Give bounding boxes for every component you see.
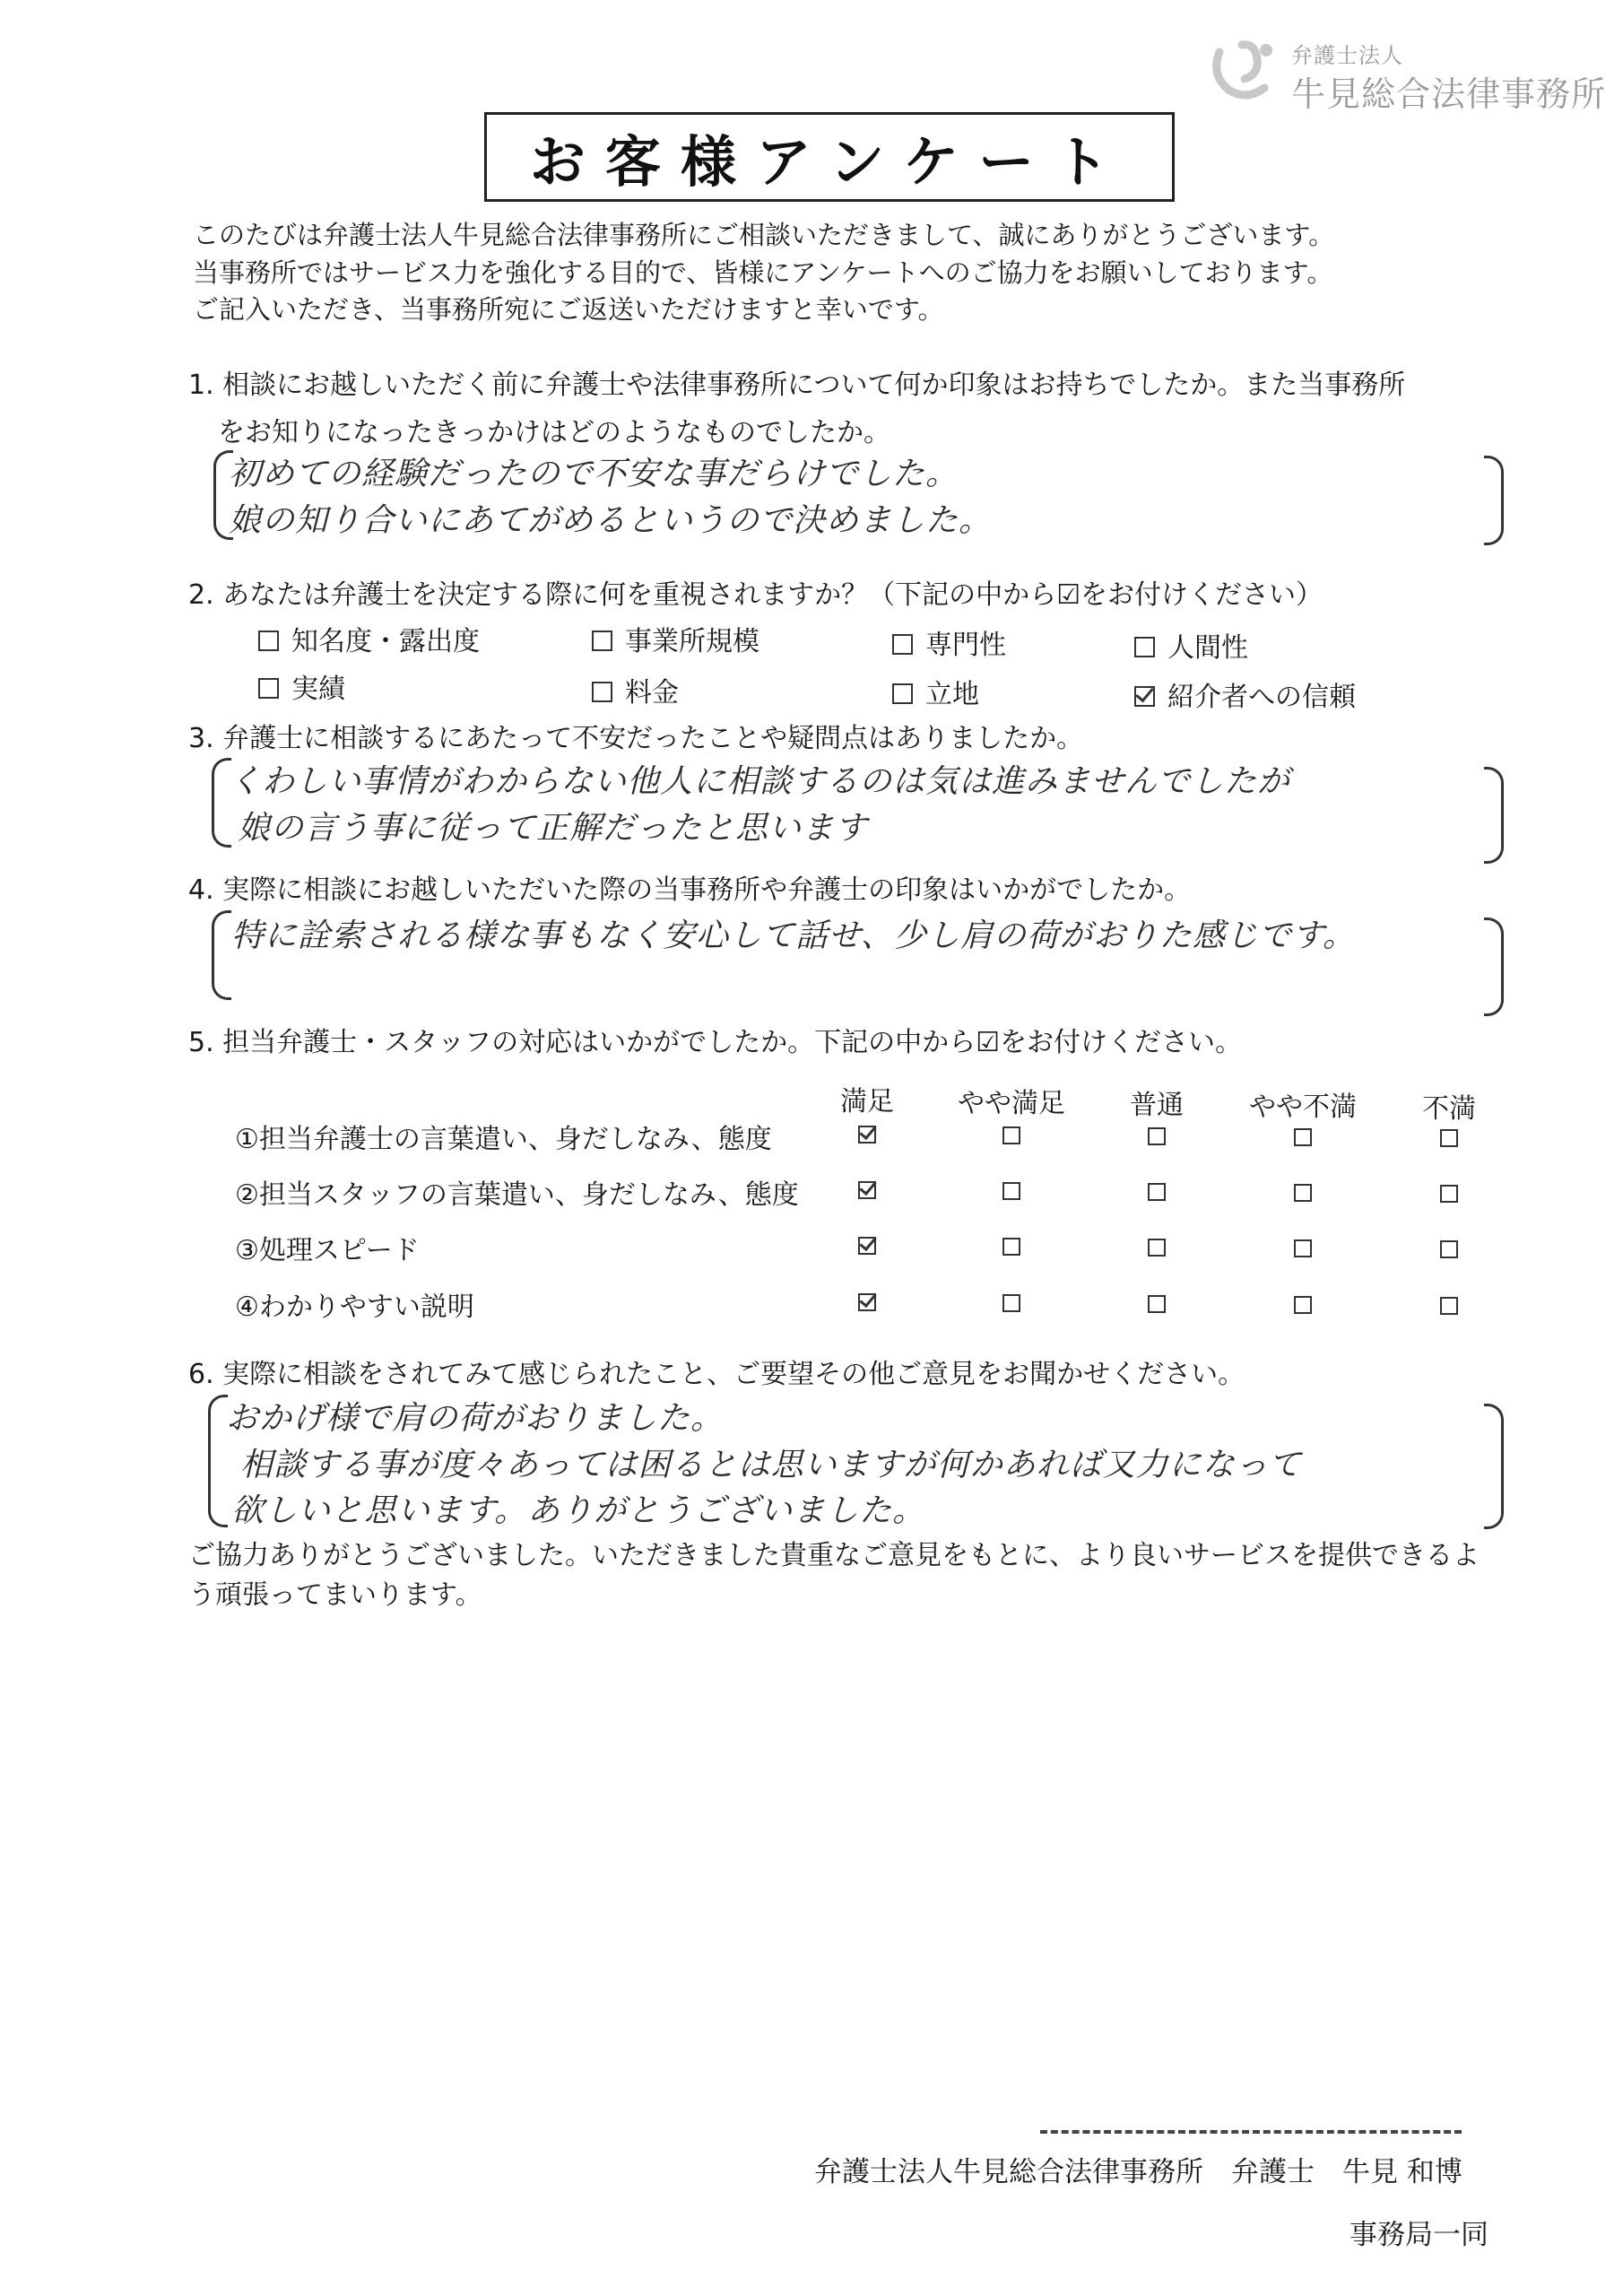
q3-text: 3. 弁護士に相談するにあたって不安だったことや疑問点はありましたか。 bbox=[188, 723, 1084, 754]
logo-firm-name: 牛見総合法律事務所 bbox=[1291, 74, 1607, 114]
checkbox-icon[interactable] bbox=[1294, 1296, 1312, 1314]
checkbox-icon[interactable] bbox=[1440, 1185, 1458, 1203]
checked-checkbox-icon[interactable] bbox=[858, 1293, 876, 1311]
checkbox-icon[interactable] bbox=[1440, 1129, 1458, 1147]
q4-answer-bracket-left bbox=[212, 910, 231, 1000]
checkbox-icon[interactable] bbox=[1294, 1239, 1312, 1257]
q4-text: 4. 実際に相談にお越しいただいた際の当事務所や弁護士の印象はいかがでしたか。 bbox=[188, 874, 1192, 906]
checked-checkbox-icon[interactable] bbox=[858, 1126, 876, 1144]
q1-answer-line-2[interactable]: 娘の知り合いにあてがめるというので決めました。 bbox=[229, 502, 993, 539]
checked-checkbox-icon[interactable] bbox=[858, 1237, 876, 1255]
checkbox-icon[interactable] bbox=[1002, 1238, 1020, 1256]
checkbox-icon[interactable] bbox=[592, 631, 612, 651]
checkbox-icon[interactable] bbox=[1148, 1183, 1166, 1201]
checked-checkbox-icon[interactable] bbox=[1134, 686, 1155, 707]
page-title: お客様アンケート bbox=[484, 112, 1175, 202]
q3-answer-bracket-right bbox=[1484, 767, 1504, 864]
q3-answer-line-1[interactable]: くわしい事情がわからない他人に相談するのは気は進みませんでしたが bbox=[229, 763, 1291, 800]
checkbox-icon[interactable] bbox=[258, 678, 279, 699]
q5-text: 5. 担当弁護士・スタッフの対応はいかがでしたか。下記の中から☑をお付けください。 bbox=[188, 1027, 1243, 1058]
q6-text: 6. 実際に相談をされてみて感じられたこと、ご要望その他ご意見をお聞かせください。 bbox=[188, 1359, 1245, 1390]
q5-column-header: 普通 bbox=[1130, 1090, 1184, 1121]
signature-firm-lawyer: 弁護士法人牛見総合法律事務所 弁護士 牛見 和博 bbox=[814, 2156, 1462, 2188]
closing-line-1: ご協力ありがとうございました。いただきました貴重なご意見をもとに、より良いサービスを提供できるよ bbox=[188, 1540, 1480, 1571]
q6-answer-line-2[interactable]: 相談する事が度々あっては困るとは思いますが何かあれば又力になって bbox=[240, 1447, 1302, 1483]
q2-option-name-recognition[interactable]: 知名度・露出度 bbox=[258, 619, 480, 658]
checkbox-icon[interactable] bbox=[592, 682, 612, 702]
checkbox-icon[interactable] bbox=[1148, 1295, 1166, 1313]
checkbox-icon[interactable] bbox=[892, 683, 913, 704]
q5-column-header: 満足 bbox=[840, 1086, 894, 1118]
intro-line-1: このたびは弁護士法人牛見総合法律事務所にご相談いただきまして、誠にありがとうございます。 bbox=[193, 220, 1335, 250]
checked-checkbox-icon[interactable] bbox=[858, 1181, 876, 1199]
q5-column-header: やや満足 bbox=[958, 1088, 1065, 1119]
signature-divider bbox=[1040, 2130, 1462, 2134]
q2-option-referrer-trust[interactable]: 紹介者への信頼 bbox=[1134, 674, 1356, 714]
checkbox-icon[interactable] bbox=[1148, 1239, 1166, 1257]
checkbox-icon[interactable] bbox=[1148, 1127, 1166, 1145]
q5-row-label: ①担当弁護士の言葉遣い、身だしなみ、態度 bbox=[235, 1124, 772, 1155]
checkbox-icon[interactable] bbox=[1002, 1126, 1020, 1144]
q4-answer-line-1[interactable]: 特に詮索される様な事もなく安心して話せ、少し肩の荷がおりた感じです。 bbox=[231, 918, 1357, 954]
q5-column-header: やや不満 bbox=[1249, 1091, 1357, 1123]
logo-small-text: 弁護士法人 bbox=[1291, 43, 1403, 68]
closing-line-2: う頑張ってまいります。 bbox=[188, 1579, 482, 1611]
q1-answer-bracket-right bbox=[1484, 456, 1504, 545]
q5-row-label: ②担当スタッフの言葉遣い、身だしなみ、態度 bbox=[235, 1179, 799, 1211]
q5-column-header: 不満 bbox=[1422, 1093, 1476, 1125]
checkbox-icon[interactable] bbox=[1002, 1182, 1020, 1200]
q2-option-track-record[interactable]: 実績 bbox=[258, 666, 345, 706]
intro-line-2: 当事務所ではサービス力を強化する目的で、皆様にアンケートへのご協力をお願いしております。 bbox=[193, 257, 1333, 288]
checkbox-icon[interactable] bbox=[1002, 1294, 1020, 1312]
q4-answer-bracket-right bbox=[1484, 918, 1504, 1016]
checkbox-icon[interactable] bbox=[1294, 1184, 1312, 1202]
q3-answer-line-2[interactable]: 娘の言う事に従って正解だったと思います bbox=[238, 810, 869, 847]
q6-answer-bracket-left bbox=[208, 1395, 228, 1527]
q6-answer-bracket-right bbox=[1484, 1404, 1504, 1529]
signature-office-staff: 事務局一同 bbox=[1350, 2219, 1488, 2251]
checkbox-icon[interactable] bbox=[1294, 1128, 1312, 1146]
q2-option-location[interactable]: 立地 bbox=[892, 672, 979, 711]
q5-row-label: ③処理スピード bbox=[235, 1235, 420, 1266]
q2-option-office-size[interactable]: 事業所規模 bbox=[592, 619, 759, 658]
checkbox-icon[interactable] bbox=[258, 631, 279, 651]
firm-logo-mark-icon bbox=[1202, 34, 1282, 106]
q1-answer-line-1[interactable]: 初めての経験だったので不安な事だらけでした。 bbox=[229, 456, 959, 492]
q2-option-expertise[interactable]: 専門性 bbox=[892, 622, 1006, 662]
q2-text: 2. あなたは弁護士を決定する際に何を重視されますか？（下記の中から☑をお付けください） bbox=[188, 579, 1324, 611]
checkbox-icon[interactable] bbox=[1440, 1240, 1458, 1258]
firm-logo bbox=[1202, 27, 1607, 114]
q6-answer-line-1[interactable]: おかげ様で肩の荷がおりました。 bbox=[226, 1400, 725, 1437]
checkbox-icon[interactable] bbox=[892, 634, 913, 655]
q1-text-line-2: をお知りになったきっかけはどのようなものでしたか。 bbox=[218, 417, 890, 448]
q2-option-fee[interactable]: 料金 bbox=[592, 670, 679, 709]
q1-text-line-1: 1. 相談にお越しいただく前に弁護士や法律事務所について何か印象はお持ちでしたか。また当事務所 bbox=[188, 370, 1406, 401]
checkbox-icon[interactable] bbox=[1440, 1297, 1458, 1315]
intro-line-3: ご記入いただき、当事務所宛にご返送いただけますと幸いです。 bbox=[193, 294, 944, 325]
checkbox-icon[interactable] bbox=[1134, 637, 1155, 657]
q6-answer-line-3[interactable]: 欲しいと思います。ありがとうございました。 bbox=[231, 1492, 926, 1529]
q5-row-label: ④わかりやすい説明 bbox=[235, 1292, 474, 1323]
q2-option-personality[interactable]: 人間性 bbox=[1134, 625, 1248, 665]
